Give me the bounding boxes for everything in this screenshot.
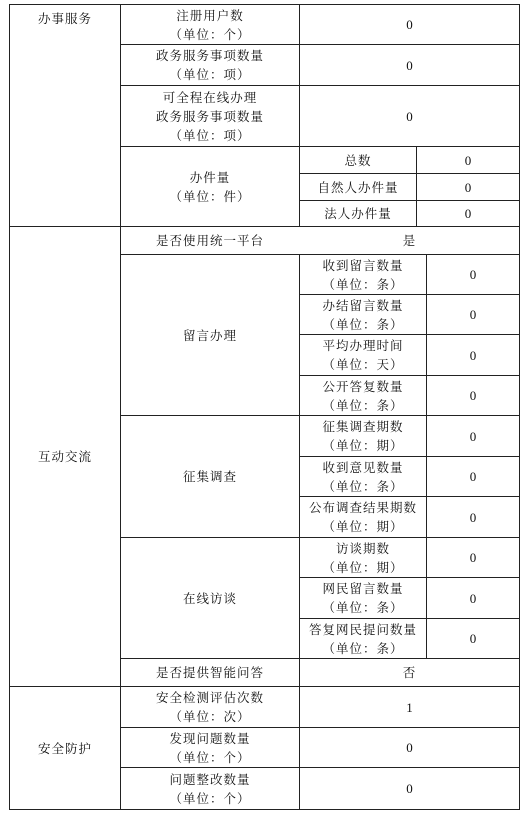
row-label: 答复网民提问数量 [308,621,417,637]
netizen-questions-answered-value: 0 [469,631,477,646]
security-section-title: 安全防护 [37,740,92,756]
issues-fixed-value: 0 [406,781,413,796]
workload-legal-person-label: 法人办件量 [324,206,392,221]
service-items-value: 0 [406,57,413,73]
interview-periods-value: 0 [469,550,477,565]
average-handling-time-label [300,335,426,375]
row-unit: （单位：项） [169,127,251,143]
row-unit: （单位：条） [322,397,404,413]
row-unit: （单位：件） [169,188,251,204]
row-label: 访谈期数 [335,540,390,556]
row-label: 注册用户数 [176,7,244,23]
smart-qa-value: 否 [402,665,417,680]
row-label: 网民留言数量 [322,581,404,596]
opinions-received-label [300,457,426,496]
opinions-received-value: 0 [469,469,477,484]
row-unit: （单位：期） [322,559,404,575]
message-handling-label: 留言办理 [182,327,237,343]
service-items-label [121,45,299,85]
row-label: 安全检测评估次数 [155,690,264,705]
row-label: 公开答复数量 [322,378,404,394]
online-service-items-value: 0 [406,108,413,124]
row-unit: （单位：期） [322,519,404,534]
row-label: 问题整改数量 [169,771,251,787]
workload-natural-person-label: 自然人办件量 [317,179,399,195]
row-unit: （单位：条） [322,276,404,292]
row-unit: （单位：期） [322,438,404,453]
messages-received-label [300,255,426,294]
smart-qa-label: 是否提供智能问答 [155,665,264,680]
issues-found-value: 0 [406,740,413,755]
issues-found-label [121,728,299,767]
survey-results-published-label [300,497,426,537]
registered-users-label [121,5,299,44]
row-label: 办件量 [189,169,231,185]
interview-periods-label [300,538,426,577]
messages-received-value: 0 [469,267,477,282]
workload-natural-person-value: 0 [464,179,472,195]
workload-total-label: 总数 [344,152,372,168]
interaction-section-title: 互动交流 [37,449,92,464]
row-unit: （单位：个） [169,790,251,806]
row-label: 办结留言数量 [322,297,404,313]
online-interview-label: 在线访谈 [182,590,237,606]
unified-platform-label: 是否使用统一平台 [155,233,264,248]
unified-platform-value: 是 [402,233,417,248]
row-label: 公布调查结果期数 [308,500,417,515]
row-label: 发现问题数量 [169,730,251,746]
netizen-messages-label [300,578,426,618]
service-section-title: 办事服务 [37,11,92,26]
row-unit: （单位：条） [322,478,404,494]
row-unit: （单位：条） [322,316,404,332]
public-replies-label [300,376,426,415]
messages-closed-value: 0 [469,307,477,322]
row-label: 政务服务事项数量 [155,48,264,63]
average-handling-time-value: 0 [469,347,477,363]
row-unit: （单位：项） [169,67,251,82]
workload-label [121,147,299,226]
messages-closed-label [300,295,426,334]
row-label: 收到意见数量 [322,459,404,475]
netizen-messages-value: 0 [469,590,477,606]
security-assessments-value: 1 [406,699,413,715]
netizen-questions-answered-label [300,619,426,658]
row-unit: （单位：条） [322,600,404,615]
row-label: 征集调查期数 [322,419,404,434]
row-label: 收到留言数量 [322,257,404,273]
row-unit: （单位：条） [322,640,404,656]
workload-total-value: 0 [464,152,472,168]
row-label: 平均办理时间 [322,338,404,353]
workload-legal-person-value: 0 [464,206,472,221]
row-unit: （单位：天） [322,357,404,372]
row-label-line2: 政务服务事项数量 [155,108,264,124]
survey-periods-label [300,416,426,456]
survey-label: 征集调查 [182,469,237,484]
online-service-items-label [121,86,299,146]
row-unit: （单位：个） [169,749,251,765]
row-label-line1: 可全程在线办理 [162,89,258,105]
survey-results-published-value: 0 [469,509,477,525]
survey-periods-value: 0 [469,428,477,444]
row-unit: （单位：次） [169,709,251,724]
registered-users-value: 0 [406,17,413,32]
row-unit: （单位：个） [169,26,251,42]
issues-fixed-label [121,768,299,809]
public-replies-value: 0 [469,388,477,403]
security-assessments-label [121,687,299,727]
